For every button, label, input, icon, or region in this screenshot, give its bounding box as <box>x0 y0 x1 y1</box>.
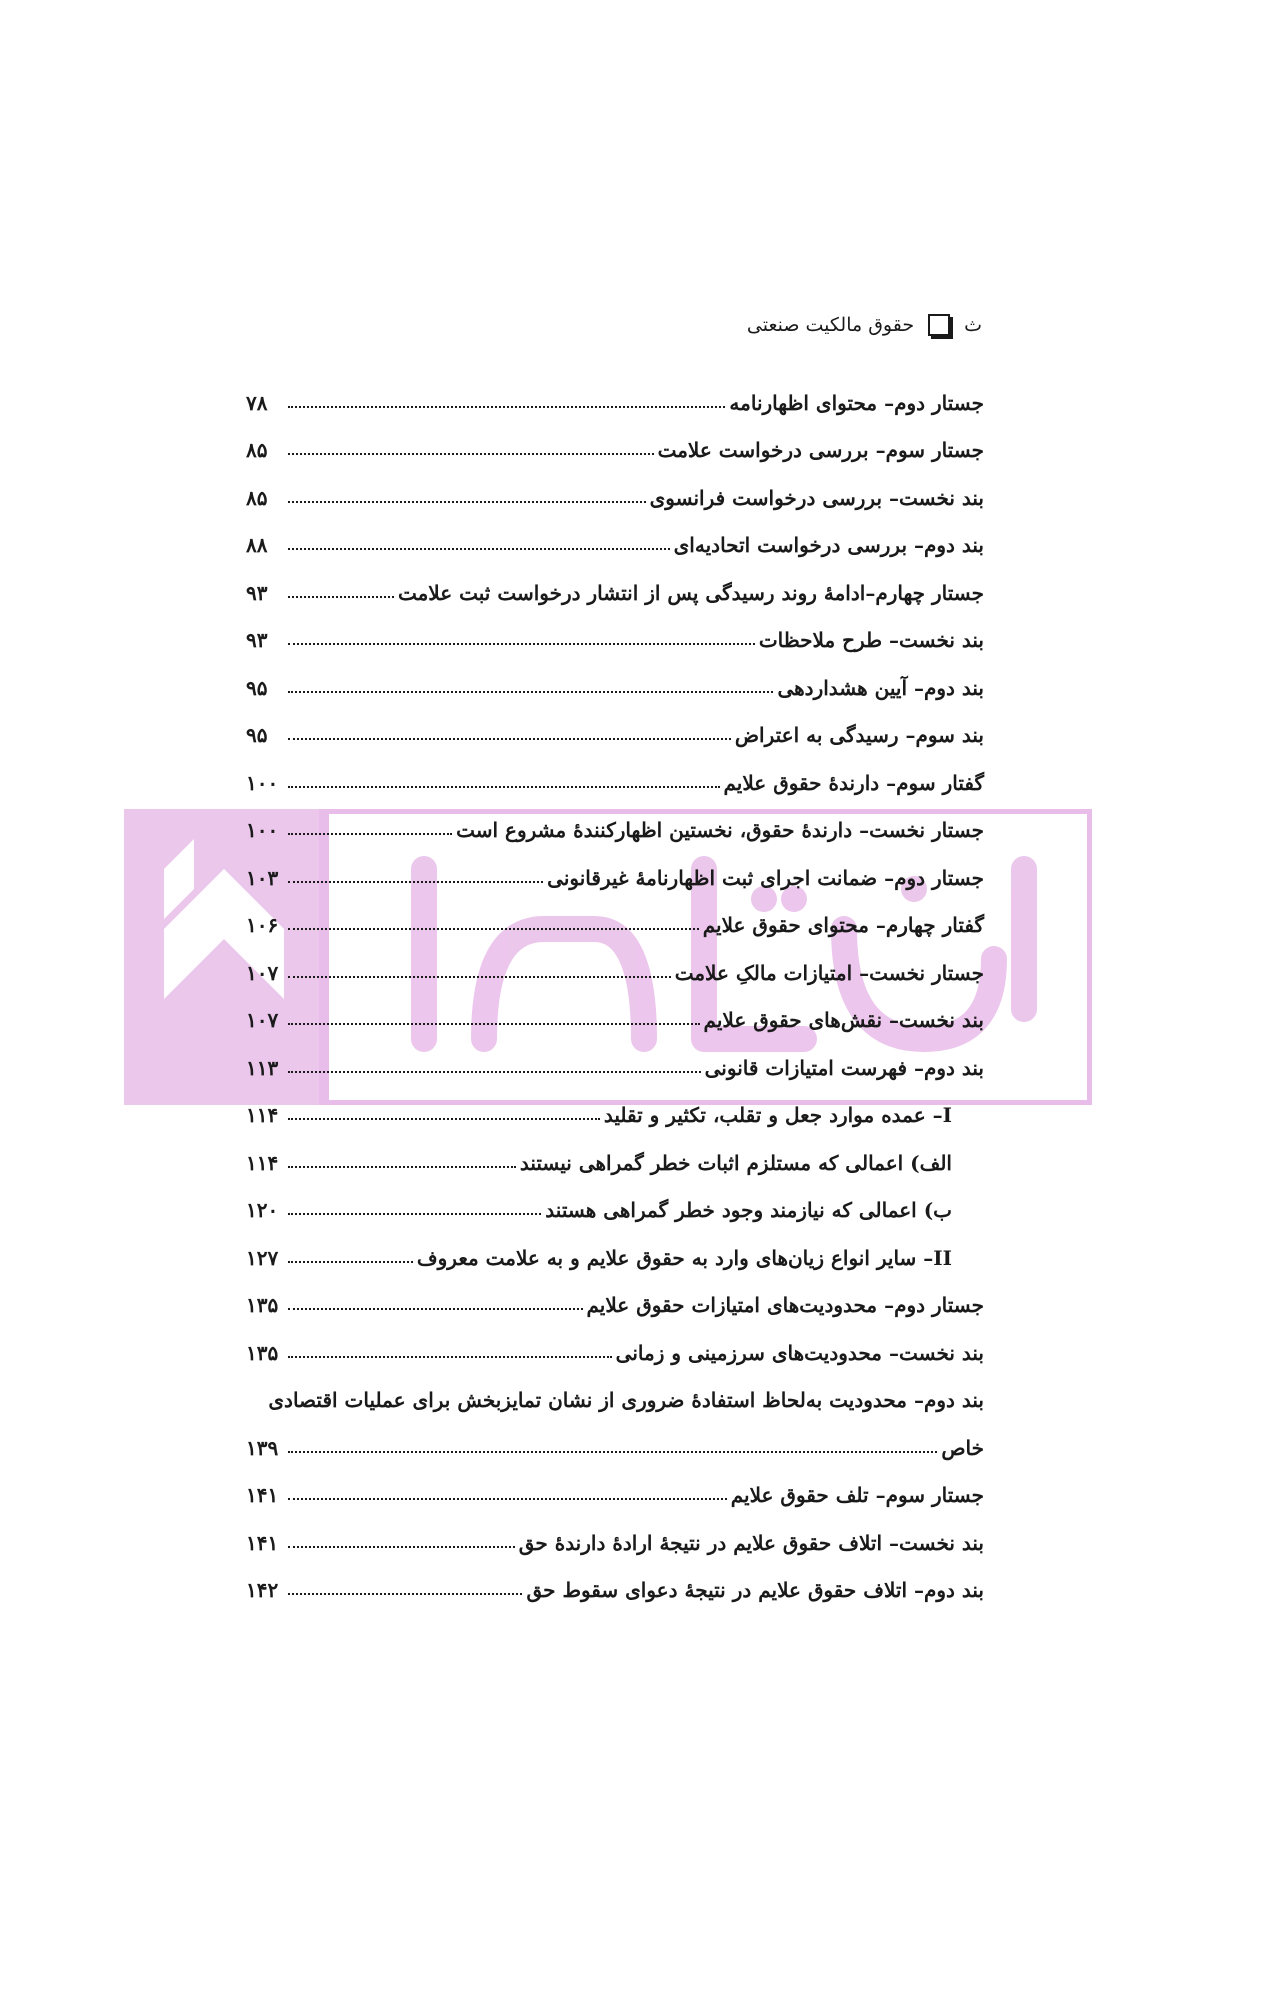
toc-entry-title: بند نخست– بررسی درخواست فرانسوی <box>649 485 984 510</box>
toc-entry-title: بند دوم– آیین هشداردهی <box>777 675 984 700</box>
table-of-contents <box>246 370 984 1605</box>
toc-entry-page: ۹۳ <box>246 628 268 652</box>
toc-entry <box>246 893 984 941</box>
toc-entry-page: ۱۳۵ <box>246 1293 279 1317</box>
toc-entry-title: ب) اعمالی که نیازمند وجود خطر گمراهی هستند <box>545 1198 952 1222</box>
toc-entry <box>246 1510 984 1558</box>
toc-entry-title: الف) اعمالی که مستلزم اثبات خطر گمراهی نیستند <box>519 1150 952 1175</box>
toc-entry-title: گفتار چهارم– محتوای حقوق علایم <box>702 913 984 937</box>
toc-entry <box>246 1035 984 1083</box>
toc-entry-page: ۱۰۰ <box>246 818 279 842</box>
toc-entry-page: ۱۱۳ <box>246 1055 279 1080</box>
toc-entry-page: ۷۸ <box>246 390 268 415</box>
toc-entry-title: بند نخست– اتلاف حقوق علایم در نتیجهٔ ارادهٔ دارندهٔ حق <box>518 1530 984 1555</box>
toc-entry <box>246 1558 984 1606</box>
toc-entry-page: ۱۱۴ <box>246 1103 279 1127</box>
toc-entry <box>246 1320 984 1368</box>
toc-leader-dots <box>288 501 646 503</box>
toc-leader-dots <box>288 1356 612 1358</box>
toc-entry-title: بند نخست– طرح ملاحظات <box>758 628 984 652</box>
toc-entry <box>246 845 984 893</box>
toc-entry-title: جستار دوم– محدودیت‌های امتیازات حقوق علایم <box>586 1293 984 1317</box>
toc-entry-page: ۱۳۵ <box>246 1340 279 1365</box>
toc-entry <box>246 655 984 703</box>
toc-entry-title: جستار چهارم–ادامهٔ روند رسیدگی پس از انتشار درخواست ثبت علامت <box>397 580 984 605</box>
toc-leader-dots <box>288 976 671 978</box>
toc-entry-title: بند دوم– فهرست امتیازات قانونی <box>704 1055 984 1080</box>
toc-entry-page: ۱۰۶ <box>246 913 279 937</box>
square-bullet-icon <box>928 314 950 336</box>
toc-entry-page: ۱۰۷ <box>246 960 279 985</box>
toc-entry-page: ۱۴۲ <box>246 1578 279 1602</box>
toc-entry <box>246 1083 984 1131</box>
toc-leader-dots <box>288 1118 600 1120</box>
toc-entry <box>246 1130 984 1178</box>
toc-leader-dots <box>288 1166 516 1168</box>
toc-entry-title: I– عمده موارد جعل و تقلب، تکثیر و تقلید <box>603 1103 952 1127</box>
toc-entry-title: جستار نخست– دارندهٔ حقوق، نخستین اظهارکنندهٔ مشروع است <box>456 818 984 842</box>
toc-leader-dots <box>288 786 720 788</box>
toc-entry <box>246 988 984 1036</box>
toc-entry <box>246 1178 984 1226</box>
book-title: حقوق مالکیت صنعتی <box>746 314 915 336</box>
toc-entry-title: بند سوم– رسیدگی به اعتراض <box>734 723 984 747</box>
toc-entry-page: ۱۲۷ <box>246 1245 279 1270</box>
toc-entry-page: ۱۲۰ <box>246 1198 279 1222</box>
toc-entry-title: بند دوم– بررسی درخواست اتحادیه‌ای <box>673 533 984 557</box>
toc-leader-dots <box>288 691 773 693</box>
toc-leader-dots <box>288 1023 700 1025</box>
toc-entry <box>246 608 984 656</box>
toc-entry <box>246 1225 984 1273</box>
toc-entry <box>246 703 984 751</box>
toc-leader-dots <box>288 596 394 598</box>
toc-entry-title: بند دوم– محدودیت به‌لحاظ استفادهٔ ضروری از نشان تمایزبخش برای عملیات اقتصادی <box>268 1388 984 1412</box>
toc-entry-title: جستار دوم– محتوای اظهارنامه <box>729 390 984 415</box>
toc-entry-title: بند نخست– محدودیت‌های سرزمینی و زمانی <box>615 1340 984 1365</box>
toc-leader-dots <box>288 833 452 835</box>
toc-entry <box>246 418 984 466</box>
toc-leader-dots <box>288 643 755 645</box>
toc-entry-title: بند دوم– اتلاف حقوق علایم در نتیجهٔ دعوای سقوط حق <box>526 1578 984 1602</box>
toc-entry <box>246 1463 984 1511</box>
toc-entry-title: خاص <box>941 1435 984 1460</box>
page-number-letter: ث <box>964 314 982 336</box>
toc-entry <box>246 798 984 846</box>
toc-leader-dots <box>288 1498 727 1500</box>
toc-entry-page: ۸۵ <box>246 485 268 510</box>
toc-entry-title: جستار سوم– بررسی درخواست علامت <box>657 438 984 462</box>
toc-entry-page: ۹۵ <box>246 675 268 700</box>
toc-entry-page: ۸۵ <box>246 438 268 462</box>
toc-leader-dots <box>288 1213 541 1215</box>
toc-leader-dots <box>288 1451 937 1453</box>
toc-entry-page: ۱۳۹ <box>246 1435 279 1460</box>
toc-leader-dots <box>288 1308 583 1310</box>
toc-entry <box>246 1368 984 1416</box>
toc-entry <box>246 1273 984 1321</box>
toc-entry-page: ۱۰۷ <box>246 1008 279 1032</box>
toc-entry-title: بند نخست– نقش‌های حقوق علایم <box>703 1008 984 1032</box>
toc-entry <box>246 560 984 608</box>
toc-leader-dots <box>288 406 725 408</box>
toc-entry-title: جستار نخست– امتیازات مالکِ علامت <box>674 960 984 985</box>
toc-leader-dots <box>288 548 670 550</box>
toc-entry <box>246 513 984 561</box>
toc-entry-page: ۱۱۴ <box>246 1150 279 1175</box>
toc-entry <box>246 370 984 418</box>
toc-leader-dots <box>288 1071 701 1073</box>
toc-entry <box>246 1415 984 1463</box>
toc-leader-dots <box>288 1261 413 1263</box>
toc-leader-dots <box>288 738 731 740</box>
toc-entry-title: جستار دوم– ضمانت اجرای ثبت اظهارنامهٔ غیرقانونی <box>547 865 984 890</box>
toc-leader-dots <box>288 1593 522 1595</box>
toc-entry-page: ۸۸ <box>246 533 268 557</box>
toc-entry-title: II– سایر انواع زیان‌های وارد به حقوق علایم و به علامت معروف <box>416 1245 952 1270</box>
toc-entry <box>246 750 984 798</box>
toc-entry-page: ۱۰۳ <box>246 865 279 890</box>
toc-entry <box>246 465 984 513</box>
toc-leader-dots <box>288 453 654 455</box>
toc-entry-page: ۱۴۱ <box>246 1483 279 1507</box>
toc-entry-page: ۹۳ <box>246 580 268 605</box>
toc-entry-page: ۱۰۰ <box>246 770 279 795</box>
toc-leader-dots <box>288 1546 515 1548</box>
toc-entry-title: گفتار سوم– دارندهٔ حقوق علایم <box>723 770 984 795</box>
toc-leader-dots <box>288 881 543 883</box>
toc-entry-title: جستار سوم– تلف حقوق علایم <box>730 1483 984 1507</box>
toc-entry-page: ۱۴۱ <box>246 1530 279 1555</box>
toc-leader-dots <box>288 928 699 930</box>
toc-entry <box>246 940 984 988</box>
page-header <box>600 305 982 345</box>
toc-entry-page: ۹۵ <box>246 723 268 747</box>
